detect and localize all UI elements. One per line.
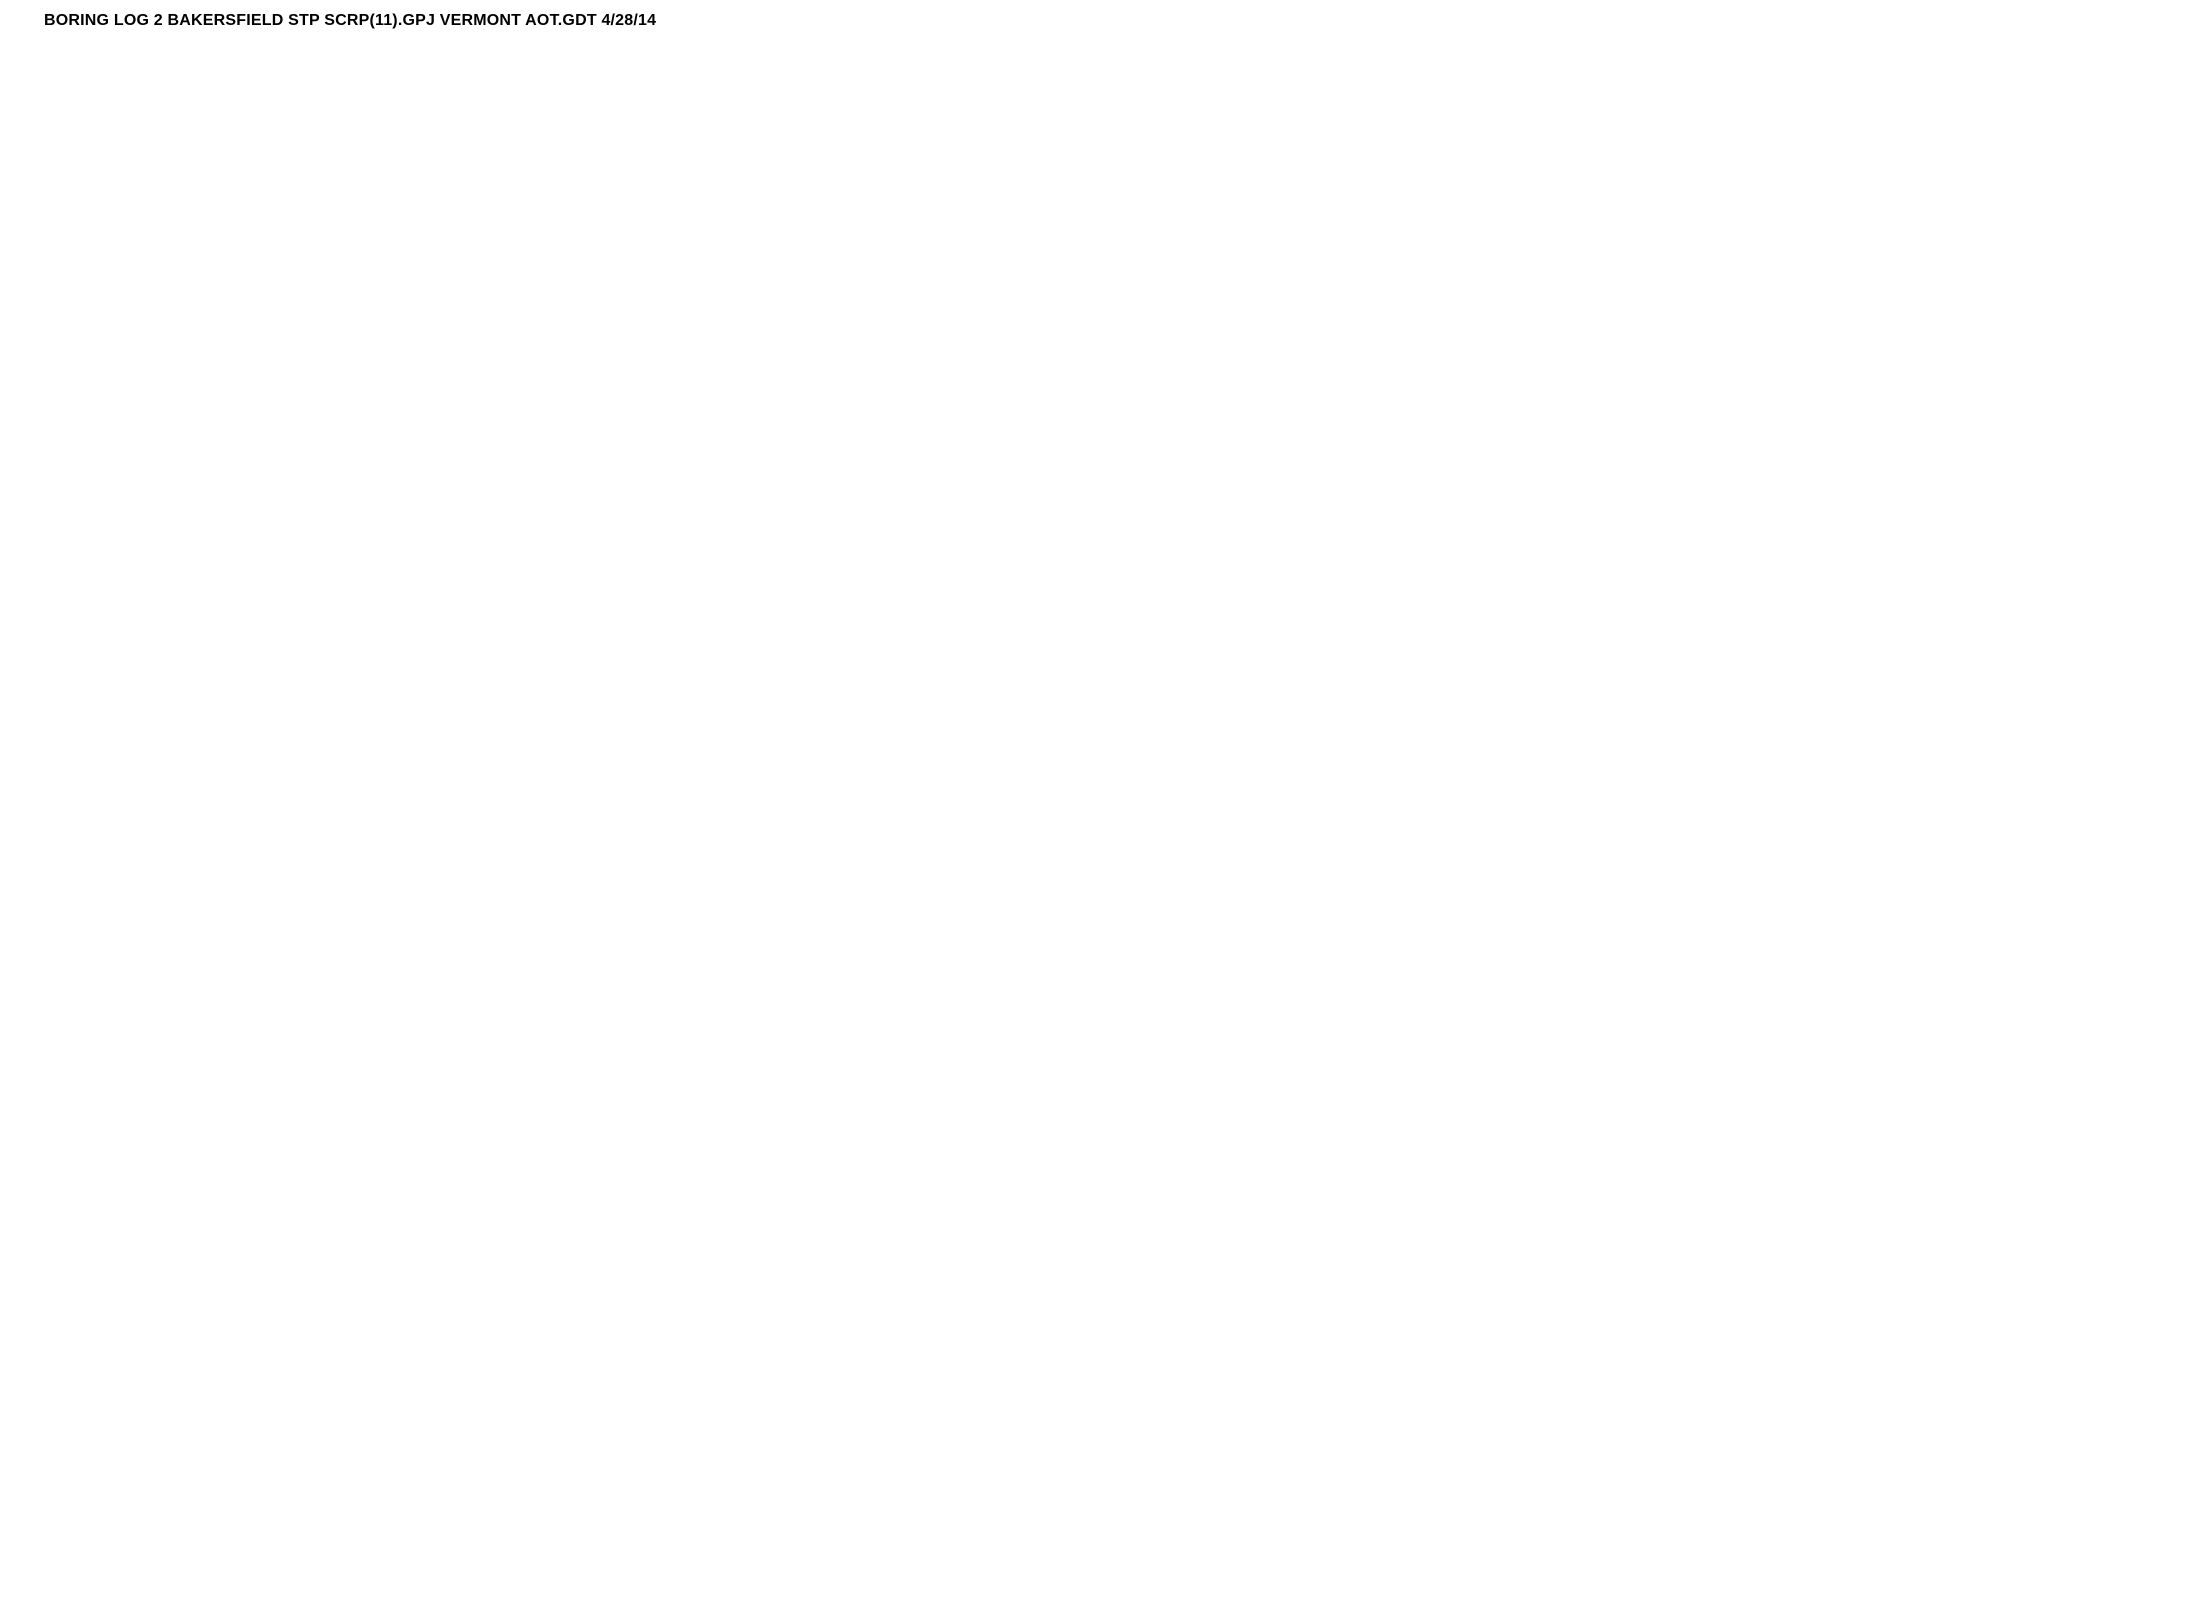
file-header: BORING LOG 2 BAKERSFIELD STP SCRP(11).GPJ VERMONT AOT.GDT 4/28/14 [44, 12, 657, 29]
